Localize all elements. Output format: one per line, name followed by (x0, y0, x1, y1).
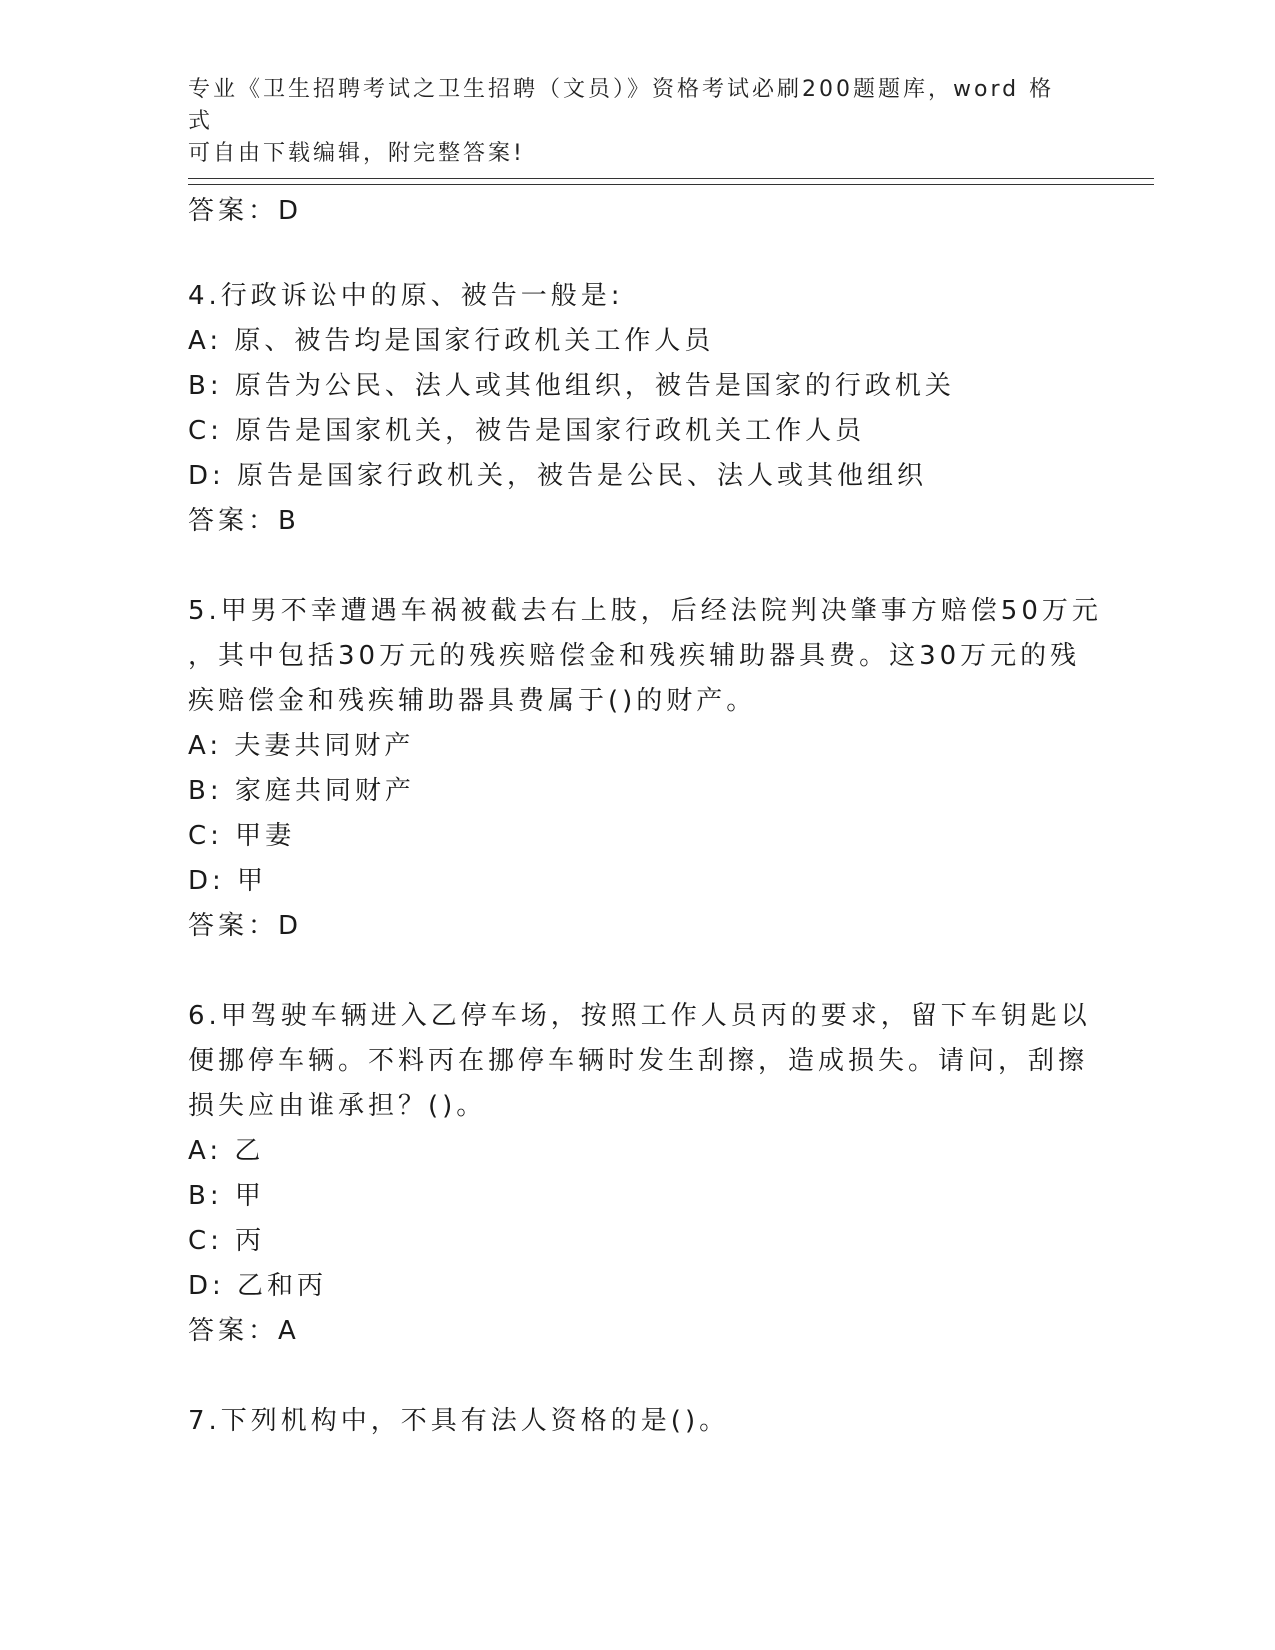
document-header (188, 74, 1068, 170)
q4-answer: 答案：B (188, 506, 300, 536)
q4-option-a: A: 原、被告均是国家行政机关工作人员 (188, 326, 715, 356)
q4-option-b: B: 原告为公民、法人或其他组织，被告是国家的行政机关 (188, 371, 955, 401)
header-rule-top (188, 178, 1154, 179)
q6-option-b: B: 甲 (188, 1181, 265, 1211)
answer-prev: 答案：D (188, 196, 303, 226)
q5-answer: 答案：D (188, 911, 303, 941)
header-line-1: 专业《卫生招聘考试之卫生招聘（文员）》资格考试必刷200题题库，word 格式 (188, 77, 1055, 134)
q7-stem: 7.下列机构中，不具有法人资格的是()。 (188, 1406, 730, 1436)
q6-option-a: A: 乙 (188, 1136, 265, 1166)
q6-option-d: D: 乙和丙 (188, 1271, 328, 1301)
q5-option-a: A: 夫妻共同财产 (188, 731, 415, 761)
q6-answer: 答案：A (188, 1316, 300, 1346)
q5-option-b: B: 家庭共同财产 (188, 776, 415, 806)
header-rule-bottom (188, 184, 1154, 185)
header-line-2: 可自由下载编辑，附完整答案! (188, 141, 525, 166)
q5-option-d: D: 甲 (188, 866, 268, 896)
q4-stem: 4.行政诉讼中的原、被告一般是: (188, 281, 624, 311)
q6-stem-line-1: 6.甲驾驶车辆进入乙停车场，按照工作人员丙的要求，留下车钥匙以 (188, 1001, 1091, 1031)
q6-stem-line-2: 便挪停车辆。不料丙在挪停车辆时发生刮擦，造成损失。请问，刮擦 (188, 1046, 1089, 1076)
q4-option-d: D: 原告是国家行政机关，被告是公民、法人或其他组织 (188, 461, 928, 491)
q5-stem-line-1: 5.甲男不幸遭遇车祸被截去右上肢，后经法院判决肇事方赔偿50万元 (188, 596, 1102, 626)
q4-option-c: C: 原告是国家机关，被告是国家行政机关工作人员 (188, 416, 866, 446)
q5-option-c: C: 甲妻 (188, 821, 296, 851)
q5-stem-line-3: 疾赔偿金和残疾辅助器具费属于()的财产。 (188, 686, 757, 716)
q6-stem-line-3: 损失应由谁承担？()。 (188, 1091, 487, 1121)
q6-option-c: C: 丙 (188, 1226, 266, 1256)
q5-stem-line-2: ，其中包括30万元的残疾赔偿金和残疾辅助器具费。这30万元的残 (188, 641, 1081, 671)
